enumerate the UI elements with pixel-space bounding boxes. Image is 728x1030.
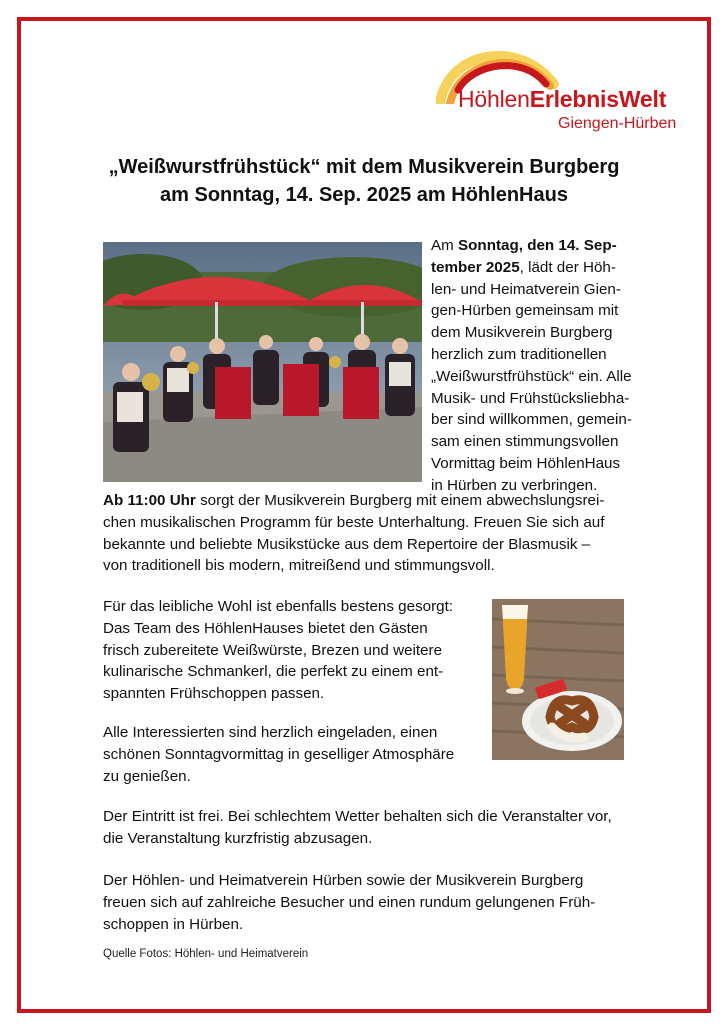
food-line: kulinarische Schmankerl, die perfekt zu einem ent- <box>103 663 444 681</box>
admission-paragraph <box>103 806 648 850</box>
intro-line: len- und Heimatverein Gien- <box>431 280 621 298</box>
intro-line: sam einen stimmungsvollen <box>431 433 619 451</box>
logo-wordmark <box>458 86 666 113</box>
intro-line: ber sind willkommen, gemein- <box>431 411 632 429</box>
intro-line <box>431 235 641 257</box>
intro-line: „Weißwurstfrühstück“ ein. Alle <box>431 367 632 385</box>
start-time-bold: Ab 11:00 Uhr <box>103 492 196 509</box>
food-line: Das Team des HöhlenHauses bietet den Gästen <box>103 619 428 637</box>
invitation-line: zu genießen. <box>103 767 191 785</box>
logo-name-part2: ErlebnisWelt <box>529 86 667 112</box>
logo <box>436 44 686 134</box>
invitation-paragraph <box>103 722 488 787</box>
closing-line: schoppen in Hürben. <box>103 915 244 933</box>
closing-line: freuen sich auf zahlreiche Besucher und einen rundum gelungenen Früh- <box>103 893 596 911</box>
title-line-2: am Sonntag, 14. Sep. 2025 am HöhlenHaus <box>160 184 568 206</box>
food-line: spannten Frühschoppen passen. <box>103 685 325 703</box>
food-paragraph <box>103 596 488 705</box>
intro-date-bold: Sonntag, den 14. Sep- <box>458 237 617 254</box>
intro-line: in Hürben zu verbringen. <box>431 476 598 494</box>
breakfast-photo <box>492 599 624 760</box>
closing-paragraph <box>103 870 648 935</box>
page-title <box>40 153 688 209</box>
program-line <box>103 490 648 512</box>
intro-line: gen-Hürben gemeinsam mit <box>431 302 619 320</box>
program-paragraph <box>103 490 648 577</box>
intro-date-bold: tember 2025 <box>431 258 520 276</box>
invitation-line: Alle Interessierten sind herzlich eingeladen, einen <box>103 724 438 741</box>
program-text: sorgt der Musikverein Burgberg mit einem abwechslungsrei- <box>195 492 605 509</box>
title-line-1: „Weißwurstfrühstück“ mit dem Musikverein Burgberg <box>108 156 620 178</box>
intro-line: herzlich zum traditionellen <box>431 345 607 363</box>
admission-line: die Veranstaltung kurzfristig abzusagen. <box>103 829 373 847</box>
photo-credit: Quelle Fotos: Höhlen- und Heimatverein <box>103 948 309 960</box>
program-line: von traditionell bis modern, mitreißend und stimmungsvoll. <box>103 557 495 575</box>
logo-location: Giengen-Hürben <box>558 115 677 132</box>
program-line: chen musikalischen Programm für beste Unterhaltung. Freuen Sie sich auf <box>103 513 605 531</box>
food-line: frisch zubereitete Weißwürste, Brezen und weitere <box>103 641 443 659</box>
intro-line: Vormittag beim HöhlenHaus <box>431 454 621 472</box>
program-line: bekannte und beliebte Musikstücke aus dem Repertoire der Blasmusik – <box>103 535 591 553</box>
intro-line: Musik- und Frühstücksliebha- <box>431 389 630 407</box>
intro-text: , lädt der Höh- <box>519 258 616 276</box>
intro-line: dem Musikverein Burgberg <box>431 324 613 342</box>
intro-text: Am <box>431 237 459 254</box>
logo-name-part1: Höhlen <box>458 86 530 112</box>
closing-line: Der Höhlen- und Heimatverein Hürben sowie der Musikverein Burgberg <box>103 872 584 889</box>
band-photo <box>103 242 422 482</box>
invitation-line: schönen Sonntagvormittag in geselliger Atmosphäre <box>103 745 455 763</box>
food-line: Für das leibliche Wohl ist ebenfalls bestens gesorgt: <box>103 598 454 615</box>
intro-paragraph <box>431 235 641 497</box>
admission-line: Der Eintritt ist frei. Bei schlechtem Wetter behalten sich die Veranstalter vor, <box>103 808 612 825</box>
intro-line <box>431 257 641 279</box>
